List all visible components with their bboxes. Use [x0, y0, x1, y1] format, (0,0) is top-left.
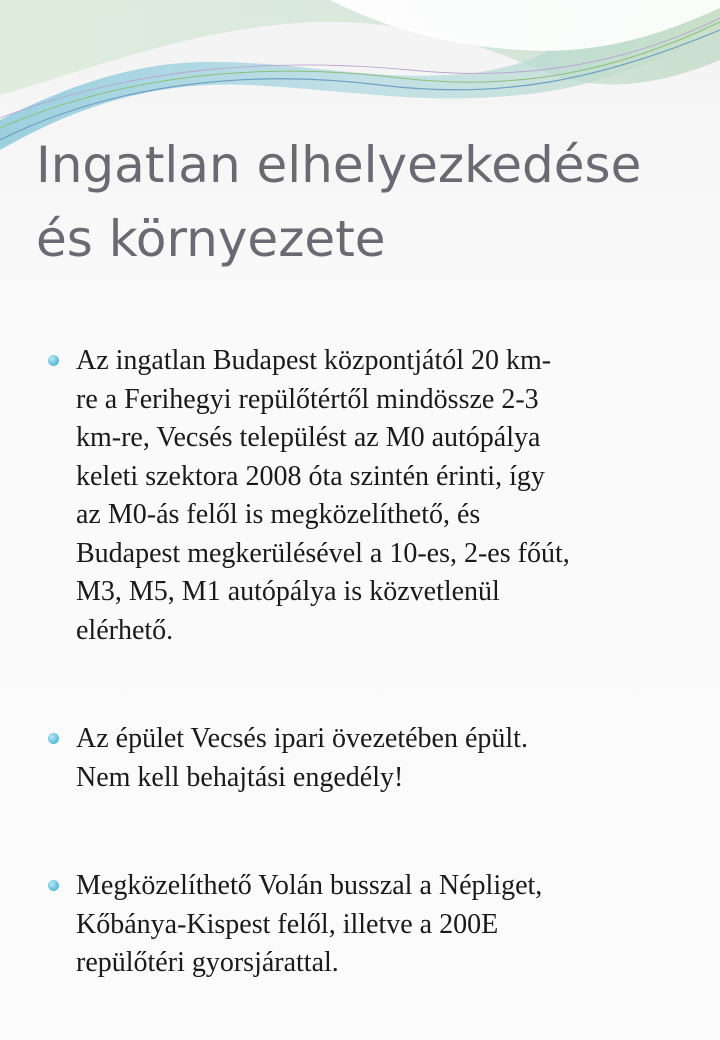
bullet-item-zone — [48, 720, 688, 797]
bullet-line: elérhető. — [76, 614, 174, 646]
bullet-line: Az ingatlan Budapest központjától 20 km- — [76, 345, 552, 376]
bullet-line: Megközelíthető Volán busszal a Népliget, — [76, 870, 543, 901]
bullet-line: az M0-ás felől is megközelíthető, és — [76, 499, 481, 530]
bullet-line: repülőtéri gyorsjárattal. — [76, 947, 339, 978]
bullet-dot-icon — [48, 733, 59, 744]
page-title — [36, 128, 696, 276]
bullet-text — [76, 720, 688, 797]
bullet-line: km-re, Vecsés települést az M0 autópálya — [76, 422, 541, 453]
bullet-item-access — [48, 867, 688, 983]
bullet-text — [76, 867, 688, 983]
bullet-item-location — [48, 342, 688, 650]
bullet-line: M3, M5, M1 autópálya is közvetlenül — [76, 576, 500, 607]
bullet-line: Az épület Vecsés ipari övezetében épült. — [76, 723, 528, 754]
bullet-line: Kőbánya-Kispest felől, illetve a 200E — [76, 908, 499, 940]
bullet-text — [76, 342, 688, 650]
title-line: és környezete — [36, 210, 386, 268]
title-line: Ingatlan elhelyezkedése — [36, 136, 642, 194]
bullet-line: re a Ferihegyi repülőtértől mindössze 2-3 — [76, 383, 539, 415]
bullet-line: Nem kell behajtási engedély! — [76, 761, 404, 793]
bullet-line: keleti szektora 2008 óta szintén érinti, így — [76, 460, 545, 492]
bullet-dot-icon — [48, 880, 59, 891]
bullet-line: Budapest megkerülésével a 10-es, 2-es főút, — [76, 537, 570, 569]
bullet-dot-icon — [48, 355, 59, 366]
bullet-list — [48, 342, 688, 983]
